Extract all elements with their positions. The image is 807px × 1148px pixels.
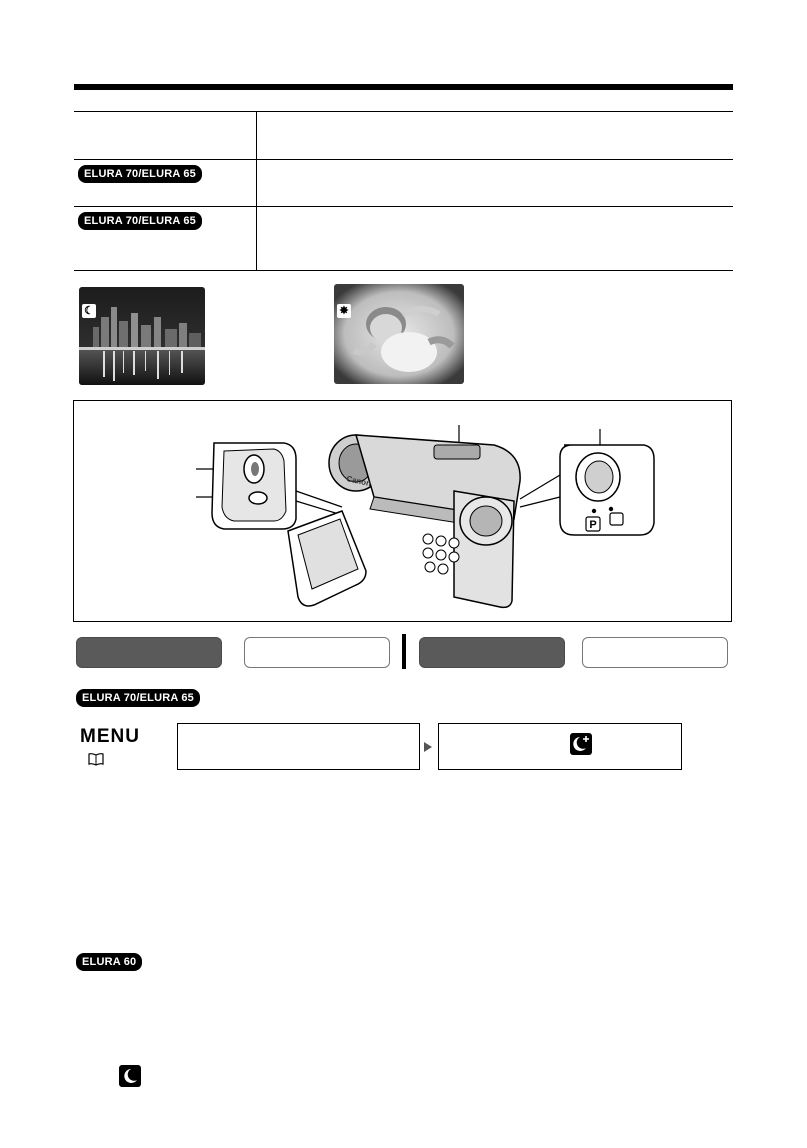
mode-indicator-tape-active — [419, 637, 565, 668]
table-column-divider — [256, 111, 257, 270]
moon-icon: ☾ — [82, 304, 96, 318]
night-scene-photo — [79, 287, 205, 385]
mode-indicator-play-inactive — [244, 637, 390, 668]
menu-step-box — [438, 723, 682, 770]
table-rule — [74, 270, 733, 271]
mode-indicator-camera-active — [76, 637, 222, 668]
camcorder-illustration — [74, 401, 731, 621]
book-icon — [88, 752, 104, 766]
night-city-image — [79, 287, 205, 385]
menu-label: MENU — [80, 726, 140, 747]
menu-step-box — [177, 723, 420, 770]
model-badge-elura70-65: ELURA 70/ELURA 65 — [78, 212, 202, 230]
spotlight-scene-photo — [334, 284, 464, 384]
brand-label: Canon — [345, 474, 372, 489]
model-badge-elura70-65: ELURA 70/ELURA 65 — [78, 165, 202, 183]
mode-separator — [402, 634, 406, 669]
table-rule — [74, 159, 733, 160]
program-button-label: P — [589, 519, 597, 531]
camcorder-figure — [73, 400, 732, 622]
table-rule — [74, 206, 733, 207]
model-badge-elura70-65: ELURA 70/ELURA 65 — [76, 689, 200, 707]
table-rule — [74, 111, 733, 112]
stars-icon: ✸ — [337, 304, 351, 318]
sleeping-baby-image — [334, 284, 464, 384]
triangle-right-icon — [423, 740, 433, 752]
model-badge-elura60: ELURA 60 — [76, 953, 142, 971]
night-plus-icon — [570, 733, 592, 755]
section-rule — [74, 84, 733, 90]
mode-indicator-card-inactive — [582, 637, 728, 668]
moon-icon — [119, 1065, 141, 1087]
